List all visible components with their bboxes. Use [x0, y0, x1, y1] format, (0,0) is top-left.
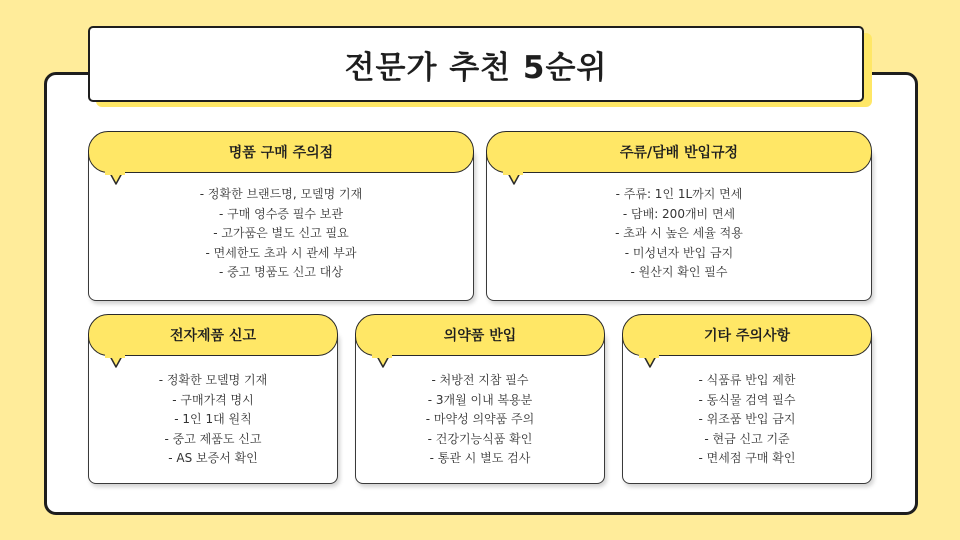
list-item: - 주류: 1인 1L까지 면세 — [615, 187, 743, 201]
card-heading-bubble — [355, 314, 605, 356]
list-item: - 정확한 브랜드명, 모델명 기재 — [199, 187, 363, 201]
card-list — [486, 185, 872, 283]
card-list — [355, 371, 605, 469]
list-item: - 마약성 의약품 주의 — [425, 412, 535, 426]
list-item: - 면세한도 초과 시 관세 부과 — [205, 245, 357, 260]
card-heading: 주류/담배 반입규정 — [619, 145, 739, 161]
list-item: - 1인 1대 원칙 — [174, 412, 252, 426]
list-item: - AS 보증서 확인 — [168, 451, 258, 465]
list-item: - 3개월 이내 복용분 — [427, 392, 533, 407]
list-item: - 중고 제품도 신고 — [164, 431, 262, 446]
card-heading: 명품 구매 주의점 — [228, 145, 334, 161]
list-item: - 구매 영수증 필수 보관 — [219, 206, 343, 221]
list-item: - 담배: 200개비 면세 — [622, 206, 736, 221]
card-heading-bubble — [622, 314, 872, 356]
list-item: - 통관 시 별도 검사 — [429, 451, 531, 465]
list-item: - 현금 신고 기준 — [704, 431, 790, 446]
list-item: - 원산지 확인 필수 — [630, 265, 728, 279]
card-heading: 전자제품 신고 — [169, 328, 257, 344]
list-item: - 고가품은 별도 신고 필요 — [213, 226, 349, 240]
card-heading: 의약품 반입 — [443, 328, 517, 344]
list-item: - 위조품 반입 금지 — [698, 412, 796, 426]
list-item: - 면세점 구매 확인 — [698, 451, 796, 465]
card-heading-bubble — [88, 314, 338, 356]
list-item: - 동식물 검역 필수 — [698, 392, 796, 407]
card-heading: 기타 주의사항 — [703, 328, 791, 344]
list-item: - 건강기능식품 확인 — [427, 431, 533, 446]
card-list — [88, 371, 338, 469]
list-item: - 정확한 모델명 기재 — [158, 373, 268, 387]
card-list — [622, 371, 872, 469]
list-item: - 구매가격 명시 — [172, 392, 254, 407]
list-item: - 미성년자 반입 금지 — [624, 245, 734, 260]
title-box — [88, 26, 864, 102]
page-title: 전문가 추천 5순위 — [344, 49, 608, 86]
list-item: - 중고 명품도 신고 대상 — [219, 265, 343, 279]
list-item: - 초과 시 높은 세율 적용 — [615, 226, 743, 240]
card-list — [88, 185, 474, 283]
list-item: - 식품류 반입 제한 — [698, 373, 796, 387]
list-item: - 처방전 지참 필수 — [431, 373, 529, 387]
card-heading-bubble — [88, 131, 474, 173]
card-heading-bubble — [486, 131, 872, 173]
